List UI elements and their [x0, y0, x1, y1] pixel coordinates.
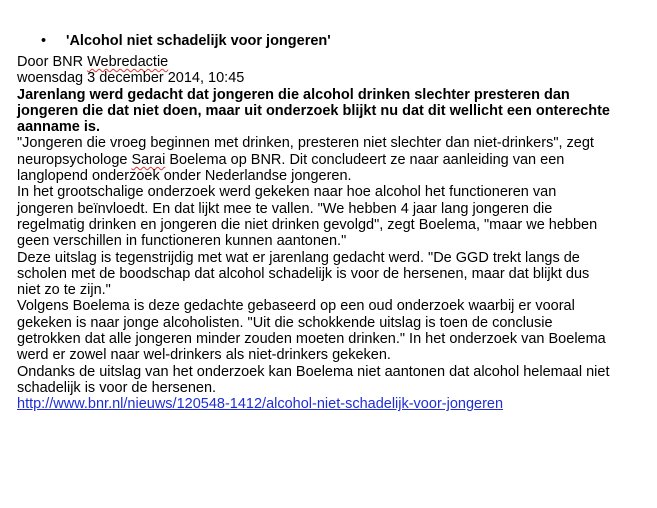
paragraph-line: niet zo te zijn."	[17, 282, 111, 299]
paragraph-line: schadelijk is voor de hersenen.	[17, 379, 217, 396]
paragraph-line: geen verschillen in functioneren kunnen aantonen."	[17, 233, 347, 250]
article-lead	[17, 87, 647, 136]
paragraph-line	[17, 152, 647, 168]
paragraph-line: Deze uitslag is tegenstrijdig met wat er jarenlang gedacht werd. "De GGD trekt langs de	[17, 249, 580, 266]
paragraph-line: scholen met de boodschap dat alcohol schadelijk is voor de hersenen, maar dat blijkt dus	[17, 265, 590, 282]
article-date: woensdag 3 december 2014, 10:45	[17, 70, 245, 87]
lead-line: Jarenlang werd gedacht dat jongeren die alcohol drinken slechter presteren dan	[17, 86, 570, 103]
lead-line: jongeren die dat niet doen, maar uit onderzoek blijkt nu dat dit wellicht een onterechte	[17, 102, 610, 119]
paragraph-line: In het grootschalige onderzoek werd gekeken naar hoe alcohol het functioneren van	[17, 184, 557, 201]
paragraph-line: getrokken dat alle jongeren minder zouden moeten drinken." In het onderzoek van Boelema	[17, 331, 606, 348]
paragraph-line: regelmatig drinken en jongeren die niet drinken gevolgd", zegt Boelema, "maar we hebben	[17, 216, 598, 233]
source-link[interactable]: http://www.bnr.nl/nieuws/120548-1412/alcohol-niet-schadelijk-voor-jongeren	[17, 396, 504, 413]
paragraph-3	[17, 250, 647, 299]
text-run: Boelema op BNR. Dit concludeert ze naar aanleiding van een	[165, 151, 565, 168]
paragraph-line: Ondanks de uitslag van het onderzoek kan Boelema niet aantonen dat alcohol helemaal niet	[17, 363, 610, 380]
document-body	[17, 35, 647, 413]
paragraph-line: langlopend onderzoek onder Nederlandse jongeren.	[17, 168, 352, 185]
paragraph-line: Volgens Boelema is deze gedachte gebaseerd op een oud onderzoek waarbij er vooral	[17, 298, 575, 315]
byline	[17, 54, 647, 70]
paragraph-line: gekeken is naar jonge alcoholisten. "Uit die schokkende uitslag is toen de conclusie	[17, 314, 553, 331]
paragraph-line: jongeren beïnvloedt. En dat lijkt mee te vallen. "We hebben 4 jaar lang jongeren die	[17, 200, 553, 217]
bullet-dot-icon: •	[41, 33, 47, 49]
paragraph-line: "Jongeren die vroeg beginnen met drinken, presteren niet slechter dan niet-drinkers", zegt	[17, 135, 594, 152]
text-run: neuropsychologe	[17, 151, 132, 168]
source-link-row	[17, 396, 647, 412]
misspelled-name: Sarai	[131, 151, 166, 168]
byline-prefix: Door BNR	[17, 54, 88, 70]
lead-line: aanname is.	[17, 119, 101, 136]
article-title-item	[17, 33, 647, 54]
article-title: 'Alcohol niet schadelijk voor jongeren'	[66, 33, 331, 49]
byline-author: Webredactie	[87, 54, 169, 70]
paragraph-4	[17, 298, 647, 363]
paragraph-1	[17, 135, 647, 184]
paragraph-line: werd er zowel naar wel-drinkers als niet-drinkers gekeken.	[17, 347, 391, 364]
paragraph-2	[17, 184, 647, 249]
paragraph-5	[17, 364, 647, 397]
